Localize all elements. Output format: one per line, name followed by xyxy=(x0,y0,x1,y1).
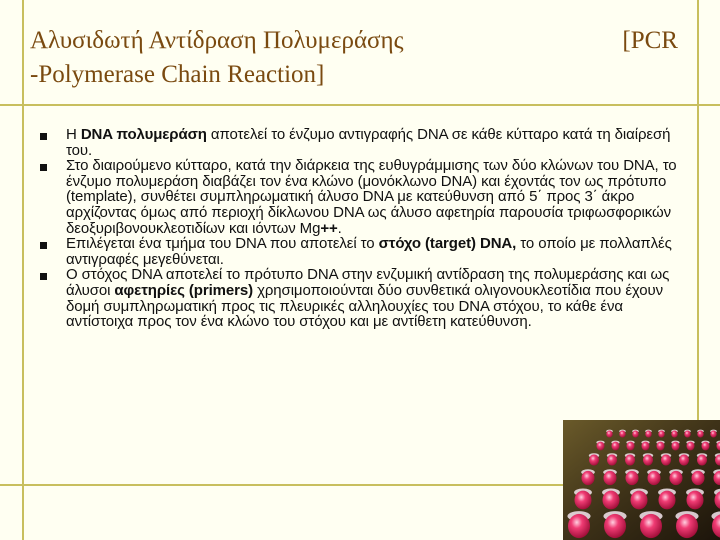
bullet-text: Η xyxy=(66,126,81,143)
tube xyxy=(710,430,716,437)
title-right-part: [PCR xyxy=(622,27,678,54)
bullet-text: Επιλέγεται ένα τμήμα του DNA που αποτελεί το xyxy=(66,235,379,253)
tube xyxy=(619,430,625,437)
tube xyxy=(582,471,595,485)
bullet-text: αποτελεί το ένζυμο αντιγραφής DNA σε κάθε κύτταρο κατά τη διαίρεσή του. xyxy=(66,126,671,159)
tube xyxy=(631,491,648,510)
tube xyxy=(687,442,695,451)
tube xyxy=(679,455,689,466)
tube xyxy=(589,455,599,466)
tube xyxy=(659,491,676,510)
tube xyxy=(671,430,677,437)
tube xyxy=(692,471,705,485)
bullet-text: . xyxy=(337,219,342,237)
bullet-item xyxy=(40,267,685,329)
tube xyxy=(642,442,650,451)
tube xyxy=(626,471,639,485)
tube xyxy=(661,455,671,466)
bullet-bold-text: ++ xyxy=(320,219,338,237)
bullet-square-icon xyxy=(40,273,47,280)
tube xyxy=(645,430,651,437)
tube xyxy=(702,442,710,451)
tube xyxy=(604,471,617,485)
bullet-text: χρησιμοποιούνται δύο συνθετικά ολιγονουκλεοτίδια που έχουν δομή συμπληρωματική προς τις πλευρικές αλληλουχίες του DNA στόχου, το κάθε ένα αντίστοιχα προς τον ένα κλώνο του στόχου και με αντίθετη κατεύθυνση. xyxy=(66,281,664,331)
tube xyxy=(603,491,620,510)
title-divider xyxy=(0,104,720,106)
tube xyxy=(632,430,638,437)
tube xyxy=(643,455,653,466)
tube xyxy=(697,455,707,466)
bullet-bold-text: αφετηρίες (primers) xyxy=(114,281,254,299)
slide-title xyxy=(30,24,690,92)
tube xyxy=(672,442,680,451)
tube xyxy=(607,455,617,466)
tube xyxy=(627,442,635,451)
bullet-text: Ο στόχος DNA αποτελεί το πρότυπο DNA στην ενζυμική αντίδραση της πολυμεράσης και ως άλυσοι xyxy=(66,266,670,299)
tube xyxy=(640,514,662,538)
bullet-square-icon xyxy=(40,242,47,249)
bullet-bold-text: DNA πολυμεράση xyxy=(80,126,207,143)
bullet-item xyxy=(40,236,685,267)
tube xyxy=(568,514,590,538)
tube xyxy=(697,430,703,437)
bullet-list xyxy=(40,127,685,330)
bullet-square-icon xyxy=(40,133,47,140)
pcr-tubes-image xyxy=(563,420,720,540)
tube xyxy=(657,442,665,451)
bullet-text: Στο διαιρούμενο κύτταρο, κατά την διάρκεια της ευθυγράμμισης των δύο κλώνων του DNA, το ένζυμο πολυμεράση διαβάζει τον ένα κλώνο (μονόκλωνο DNA) και έχοντάς τον ως πρότυπο (template), συνθέτει συμπληρωματική άλυσο DNA με κατεύθυνση από 5΄ προς 3΄ άκρο αρχίζοντας όμως από περιοχή δίκλωνου DNA ως άλυσο αφετηρία παρουσία τριφωσφορικών δεοξυριβονουκλεοτιδίων και ιόντων Mg xyxy=(66,157,677,237)
tube xyxy=(612,442,620,451)
bullet-text: το οποίο με πολλαπλές αντιγραφές μεγεθύνεται. xyxy=(66,235,672,268)
tube xyxy=(684,430,690,437)
title-line-1: Αλυσιδωτή Αντίδραση Πολυμεράσης xyxy=(30,27,404,54)
bullet-square-icon xyxy=(40,164,47,171)
tube xyxy=(625,455,635,466)
tube xyxy=(676,514,698,538)
tube xyxy=(648,471,661,485)
bullet-item xyxy=(40,158,685,236)
tube xyxy=(687,491,704,510)
bullet-bold-text: στόχο (target) DNA, xyxy=(378,235,517,253)
pcr-tubes-photo xyxy=(563,420,720,540)
title-line-2: -Polymerase Chain Reaction] xyxy=(30,60,325,88)
tube xyxy=(670,471,683,485)
bullet-item xyxy=(40,127,685,158)
tube xyxy=(597,442,605,451)
tube xyxy=(604,514,626,538)
tube xyxy=(658,430,664,437)
tube xyxy=(575,491,592,510)
left-rule xyxy=(22,0,24,540)
tube xyxy=(606,430,612,437)
